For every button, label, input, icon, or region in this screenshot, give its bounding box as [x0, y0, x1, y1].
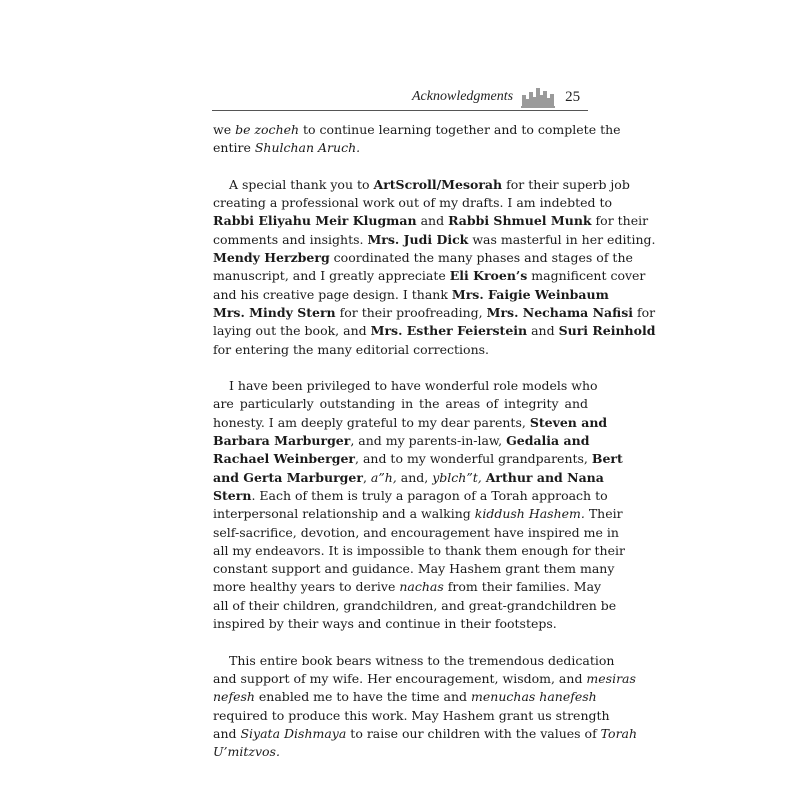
text-run: from their families. May — [443, 579, 602, 595]
text-run: all my endeavors. It is impossible to thank them enough for their — [213, 542, 625, 558]
text-line — [213, 304, 656, 322]
text-line — [213, 542, 625, 560]
paragraph-gap — [213, 633, 588, 651]
text-run: all of their children, grandchildren, and great-grandchildren be — [213, 597, 617, 613]
bold-name: Stern — [213, 487, 252, 503]
text-run: and — [527, 323, 559, 339]
paragraph-gap — [213, 359, 588, 377]
text-run: manuscript, and I greatly appreciate — [213, 268, 450, 284]
italic-term: Torah — [600, 725, 638, 741]
text-run: comments and insights. — [213, 231, 368, 247]
text-line — [213, 743, 588, 761]
text-run: Their — [584, 506, 623, 522]
paragraph-gap — [213, 158, 588, 176]
text-line — [213, 194, 613, 212]
bold-name: Mrs. Mindy Stern — [213, 304, 336, 320]
text-run: interpersonal relationship and a walking — [213, 506, 475, 522]
text-run: and, — [396, 469, 433, 485]
text-run: for — [633, 304, 656, 320]
bold-name: Mrs. Judi Dick — [367, 231, 469, 247]
text-run: constant support and guidance. May Hashem grant them many — [213, 561, 615, 577]
paragraph — [213, 176, 656, 359]
text-line — [213, 267, 646, 285]
text-run: and — [213, 725, 241, 741]
italic-term: nefesh — [213, 689, 255, 705]
italic-term: menuchas hanefesh — [471, 689, 597, 705]
text-run: enabled me to have the time and — [254, 689, 472, 705]
text-line — [213, 414, 608, 432]
text-run: for their — [591, 213, 649, 229]
text-line — [213, 505, 623, 523]
text-run: This entire book bears witness to the tremendous dedication — [229, 652, 615, 668]
text-run: and support of my wife. Her encouragement, wisdom, and — [213, 670, 587, 686]
italic-term: kiddush Hashem. — [474, 506, 585, 522]
text-run: we — [213, 122, 236, 137]
text-line — [213, 341, 588, 359]
text-run: magnificent cover — [527, 268, 646, 284]
text-run: , — [362, 469, 371, 485]
text-run: entire — [213, 140, 255, 156]
paragraph — [213, 652, 638, 762]
bold-name: Barbara Marburger — [213, 433, 351, 449]
text-run: , and my parents-in-law, — [350, 433, 507, 449]
text-line — [213, 121, 621, 139]
bold-name: Mrs. Nechama Nafisi — [486, 304, 634, 320]
bold-name: and Gerta Marburger — [213, 469, 363, 485]
text-run: and his creative page design. I thank — [213, 286, 452, 302]
italic-term: yblch”t, — [432, 469, 482, 485]
text-run: and — [416, 213, 449, 229]
text-run: to continue learning together and to complete the — [299, 122, 621, 137]
text-run: was masterful in her editing. — [468, 231, 656, 247]
italic-term: be zocheh — [235, 122, 300, 137]
text-line — [213, 286, 609, 304]
text-line — [213, 322, 656, 340]
text-line — [213, 615, 588, 633]
bold-name: Mendy Herzberg — [213, 250, 330, 266]
text-run: A special thank you to — [229, 176, 374, 192]
text-line — [213, 487, 608, 505]
italic-term: nachas — [399, 579, 444, 595]
running-header — [412, 86, 580, 108]
text-run: for their proofreading, — [335, 304, 487, 320]
text-line — [213, 249, 633, 267]
text-run: . Each of them is truly a paragon of a Torah approach to — [251, 487, 608, 503]
bold-name: ArtScroll/Mesorah — [373, 176, 503, 192]
bold-name: Rabbi Eliyahu Meir Klugman — [213, 213, 417, 229]
bold-name: Rabbi Shmuel Munk — [448, 213, 592, 229]
text-line — [213, 176, 630, 194]
bold-name: Gedalia and — [506, 433, 590, 449]
text-line — [213, 231, 656, 249]
text-run: honesty. I am deeply grateful to my dear parents, — [213, 414, 530, 430]
bold-name: Suri Reinhold — [558, 323, 656, 339]
text-run: to raise our children with the values of — [346, 725, 601, 741]
bold-name: Steven and — [529, 414, 608, 430]
italic-term: U’mitzvos. — [213, 744, 280, 760]
text-run: inspired by their ways and continue in their footsteps. — [213, 616, 557, 632]
bold-name: Rachael Weinberger — [213, 451, 355, 467]
paragraph — [213, 121, 621, 158]
bold-name: Mrs. Faigie Weinbaum — [451, 286, 609, 302]
italic-term: mesiras — [586, 670, 636, 686]
text-line — [213, 432, 588, 450]
text-run: coordinated the many phases and stages of the — [329, 250, 633, 266]
text-line — [213, 652, 615, 670]
page-number: 25 — [565, 88, 581, 105]
page-body — [213, 121, 656, 761]
text-line — [213, 560, 615, 578]
text-run: laying out the book, and — [213, 323, 371, 339]
paragraph — [213, 377, 625, 633]
text-run: creating a professional work out of my drafts. I am indebted to — [213, 195, 613, 211]
text-line — [213, 377, 598, 395]
header-rule — [212, 110, 588, 111]
italic-term: Siyata Dishmaya — [240, 725, 347, 741]
text-run: I have been privileged to have wonderful role models who — [229, 378, 598, 394]
text-line — [213, 395, 588, 413]
bold-name: Mrs. Esther Feierstein — [370, 323, 528, 339]
text-run: required to produce this work. May Hashem grant us strength — [213, 707, 610, 723]
bold-name: Eli Kroen’s — [449, 268, 528, 284]
text-line — [213, 707, 610, 725]
running-title: Acknowledgments — [412, 89, 514, 104]
bold-name: Arthur and Nana — [485, 469, 604, 485]
text-run: are particularly outstanding in the areas of integrity and — [213, 396, 588, 412]
text-line — [213, 688, 597, 706]
text-line — [213, 524, 619, 542]
text-line — [213, 469, 604, 487]
text-line — [213, 597, 617, 615]
skyline-ornament-icon — [521, 86, 555, 108]
bold-name: Bert — [591, 451, 623, 467]
text-line — [213, 139, 588, 157]
text-run: self-sacrifice, devotion, and encouragement have inspired me in — [213, 524, 619, 540]
text-run: , and to my wonderful grandparents, — [355, 451, 592, 467]
text-line — [213, 670, 636, 688]
text-run: for entering the many editorial corrections. — [213, 341, 490, 357]
text-run: for their superb job — [502, 176, 630, 192]
text-run: more healthy years to derive — [213, 579, 400, 595]
italic-term: a”h, — [370, 469, 397, 485]
italic-term: Shulchan Aruch. — [254, 140, 361, 156]
text-line — [213, 578, 602, 596]
text-line — [213, 450, 623, 468]
text-line — [213, 725, 638, 743]
text-line — [213, 212, 649, 230]
